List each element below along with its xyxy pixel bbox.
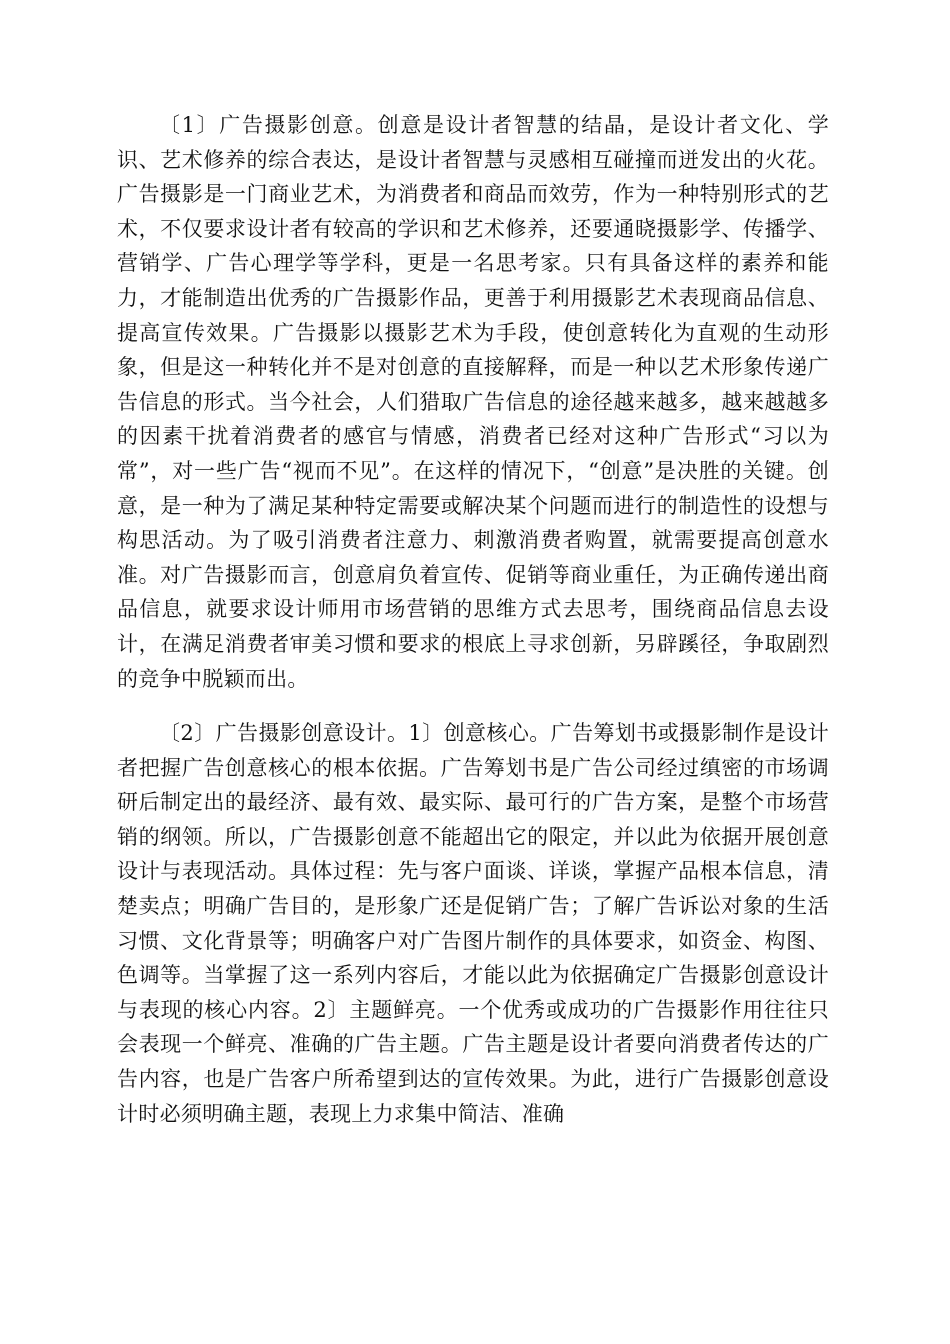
paragraph-advertising-photography-creative-design: 〔2〕广告摄影创意设计。1〕创意核心。广告筹划书或摄影制作是设计者把握广告创意核心的根本依据。广告筹划书是广告公司经过缜密的市场调研后制定出的最经济、最有效、最实际、最可行的广告方案，是整个市场营销的纲领。所以，广告摄影创意不能超出它的限定，并以此为依据开展创意设计与表现活动。具体过程：先与客户面谈、详谈，掌握产品根本信息，清楚卖点；明确广告目的，是形象广还是促销广告；了解广告诉讼对象的生活习惯、文化背景等；明确客户对广告图片制作的具体要求，如资金、构图、色调等。当掌握了这一系列内容后，才能以此为依据确定广告摄影创意设计与表现的核心内容。2〕主题鲜亮。一个优秀或成功的广告摄影作用往往只会表现一个鲜亮、准确的广告主题。广告主题是设计者要向消费者传达的广告内容，也是广告客户所希望到达的宣传效果。为此，进行广告摄影创意设计时必须明确主题，表现上力求集中简洁、准确	[117, 721, 829, 1126]
paragraph-advertising-photography-creativity: 〔1〕广告摄影创意。创意是设计者智慧的结晶，是设计者文化、学识、艺术修养的综合表达，是设计者智慧与灵感相互碰撞而迸发出的火花。广告摄影是一门商业艺术，为消费者和商品而效劳，作为一种特别形式的艺术，不仅要求设计者有较高的学识和艺术修养，还要通晓摄影学、传播学、营销学、广告心理学等学科，更是一名思考家。只有具备这样的素养和能力，才能制造出优秀的广告摄影作品，更善于利用摄影艺术表现商品信息、提高宣传效果。广告摄影以摄影艺术为手段，使创意转化为直观的生动形象，但是这一种转化并不是对创意的直接解释，而是一种以艺术形象传递广告信息的形式。当今社会，人们猎取广告信息的途径越来越多，越来越越多的因素干扰着消费者的感官与情感，消费者已经对这种广告形式“习以为常”，对一些广告“视而不见”。在这样的情况下，“创意”是决胜的关键。创意，是一种为了满足某种特定需要或解决某个问题而进行的制造性的设想与构思活动。为了吸引消费者注意力、刺激消费者购置，就需要提高创意水准。对广告摄影而言，创意肩负着宣传、促销等商业重任，为正确传递出商品信息，就要求设计师用市场营销的思维方式去思考，围绕商品信息去设计，在满足消费者审美习惯和要求的根底上寻求创新，另辟蹊径，争取剧烈的竞争中脱颖而出。	[117, 113, 829, 691]
document-body	[117, 108, 829, 1131]
